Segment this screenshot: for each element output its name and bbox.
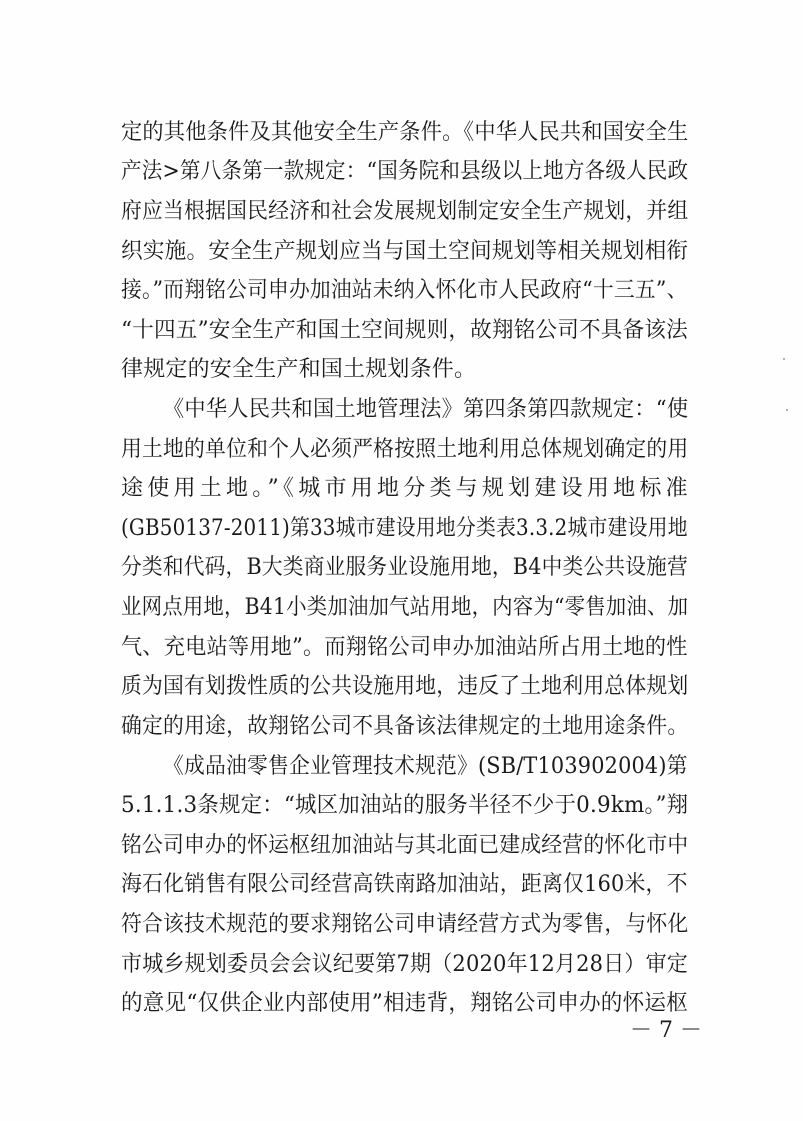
text-line: “十四五”安全生产和国土空间规则，故翔铭公司不具备该法 (121, 318, 688, 343)
scan-speck (783, 358, 785, 360)
text-line: 途使用土地。”《城市用地分类与规划建设用地标准 (121, 476, 692, 501)
text-line: (GB50137-2011)第33城市建设用地分类表3.3.2城市建设用地 (121, 516, 688, 541)
text-line: 业网点用地，B41小类加油加气站用地，内容为“零售加油、加 (121, 595, 689, 620)
text-line: 接。”而翔铭公司申办加油站未纳入怀化市人民政府“十三五”、 (121, 278, 688, 303)
text-line: 确定的用途，故翔铭公司不具备该法律规定的土地用途条件。 (121, 714, 689, 739)
text-line: 律规定的安全生产和国土规划条件。 (121, 357, 477, 382)
scan-speck (786, 409, 788, 411)
text-line: 用土地的单位和个人必须严格按照土地利用总体规划确定的用 (121, 437, 689, 462)
text-line: 符合该技术规范的要求翔铭公司申请经营方式为零售，与怀化 (121, 912, 689, 937)
text-line: 分类和代码，B大类商业服务业设施用地，B4中类公共设施营 (121, 555, 688, 580)
page-number: － 7 － (630, 1018, 702, 1043)
text-line: 海石化销售有限公司经营高铁南路加油站，距离仅160米，不 (121, 872, 688, 897)
text-line: 铭公司申办的怀运枢纽加油站与其北面已建成经营的怀化市中 (121, 833, 689, 858)
text-line: 市城乡规划委员会会议纪要第7期（2020年12月28日）审定 (121, 952, 688, 977)
text-line: 5.1.1.3条规定：“城区加油站的服务半径不少于0.9km。”翔 (121, 793, 689, 818)
text-line: 定的其他条件及其他安全生产条件。《中华人民共和国安全生 (121, 120, 689, 145)
text-line: 气、充电站等用地”。而翔铭公司申办加油站所占用土地的性 (121, 635, 688, 660)
text-line: 质为国有划拨性质的公共设施用地，违反了土地利用总体规划 (121, 674, 689, 699)
text-line: 织实施。安全生产规划应当与国土空间规划等相关规划相衔 (121, 239, 689, 264)
text-line: 《成品油零售企业管理技术规范》(SB/T103902004)第 (163, 754, 688, 779)
text-line: 的意见“仅供企业内部使用”相违背，翔铭公司申办的怀运枢 (121, 991, 688, 1016)
text-line: 《中华人民共和国土地管理法》第四条第四款规定：“使 (163, 397, 689, 422)
text-line: 府应当根据国民经济和社会发展规划制定安全生产规划，并组 (121, 199, 689, 224)
text-line: 产法>第八条第一款规定：“国务院和县级以上地方各级人民政 (121, 159, 689, 184)
